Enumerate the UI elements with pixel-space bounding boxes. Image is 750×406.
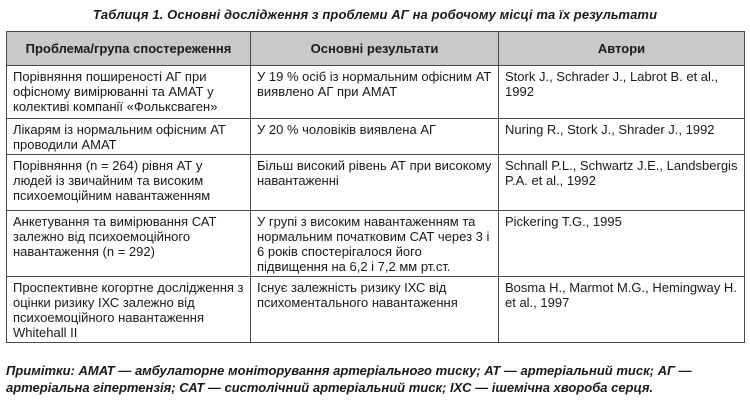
table-note: Примітки: АМАТ — амбулаторне моніторування артеріального тиску; АТ — артеріальний тиск; АГ — артеріальна гіпертензія; САТ — систолічний артеріальний тиск; ІХС — ішемічна хвороба серця. [6,363,692,395]
cell-authors: Stork J., Schrader J., Labrot B. et al., 1992 [499,66,745,119]
header-problem: Проблема/група спостереження [7,32,251,66]
cell-results: У групі з високим навантаженням та нормальним початковим САТ через 3 і 6 років спостерігалося його підвищення на 6,2 і 7,2 мм рт.ст. [251,211,499,277]
cell-problem: Лікарям із нормальним офісним АТ проводили АМАТ [7,119,251,155]
cell-authors: Schnall P.L., Schwartz J.E., Landsbergis P.A. et al., 1992 [499,155,745,211]
cell-results: У 19 % осіб із нормальним офісним АТ виявлено АГ при АМАТ [251,66,499,119]
table-caption: Таблиця 1. Основні дослідження з проблеми АГ на робочому місці та їх результати [92,7,658,22]
cell-results: Існує залежність ризику ІХС від психоментального навантаження [251,277,499,343]
cell-authors: Pickering T.G., 1995 [499,211,745,277]
table-header-row [7,32,745,66]
table-row [7,211,745,277]
cell-problem: Анкетування та вимірювання САТ залежно від психоемоційного навантаження (n = 292) [7,211,251,277]
header-results: Основні результати [251,32,499,66]
table-row [7,155,745,211]
cell-authors: Nuring R., Stork J., Shrader J., 1992 [499,119,745,155]
cell-authors: Bosma H., Marmot M.G., Hemingway H. et al., 1997 [499,277,745,343]
results-table [6,31,745,343]
cell-results: Більш високий рівень АТ при високому навантаженні [251,155,499,211]
cell-problem: Порівняння поширеності АГ при офісному вимірюванні та АМАТ у колективі компанії «Фольксваген» [7,66,251,119]
table-row [7,119,745,155]
cell-problem: Порівняння (n = 264) рівня АТ у людей із звичайним та високим психоемоційним навантаженням [7,155,251,211]
table-row [7,66,745,119]
table-row [7,277,745,343]
header-authors: Автори [499,32,745,66]
cell-results: У 20 % чоловіків виявлена АГ [251,119,499,155]
cell-problem: Проспективне когортне дослідження з оцінки ризику ІХС залежно від психоемоційного навантаження Whitehall II [7,277,251,343]
